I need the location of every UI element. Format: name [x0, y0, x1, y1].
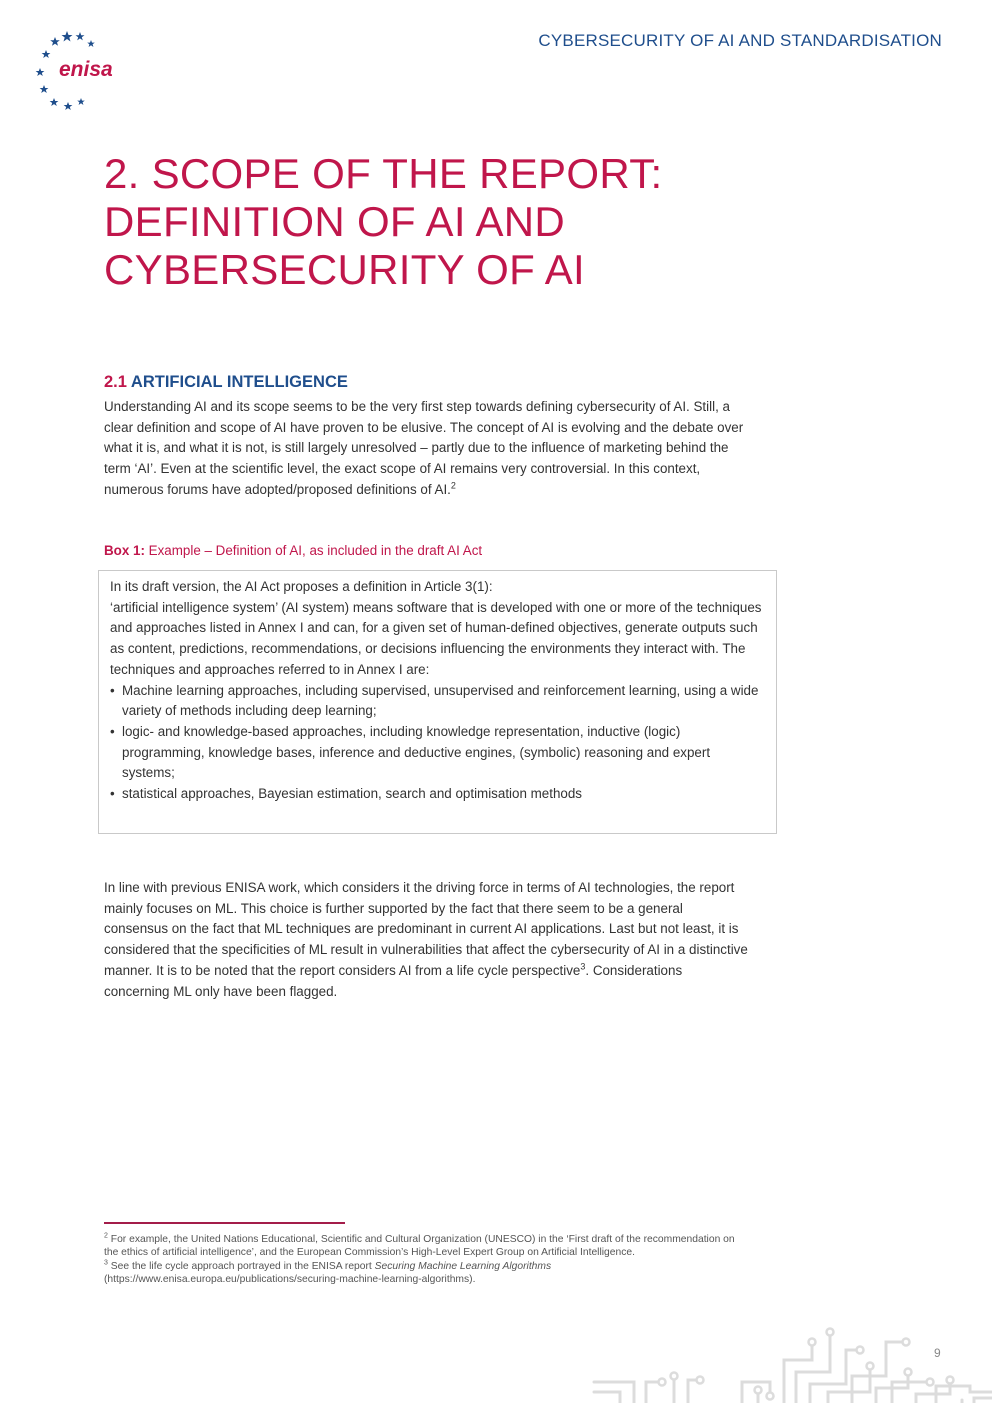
- intro-paragraph: [104, 397, 749, 501]
- box-intro: In its draft version, the AI Act proposes a definition in Article 3(1):: [110, 579, 493, 594]
- footnote-ref-2[interactable]: 2: [450, 480, 456, 491]
- footnote-number: 3: [104, 1259, 108, 1267]
- box-definition: ‘artificial intelligence system’ (AI system) means software that is developed with one or more of the techniques and approaches listed in Annex I and can, for a given set of human-defined objectives, generate outputs such as content, predictions, recommendations, or decisions influencing the environments they interact with. The techniques and approaches referred to in Annex I are:: [110, 599, 762, 677]
- focus-paragraph-tail: . Considerations concerning ML only have been flagged.: [104, 962, 683, 999]
- list-item-text: statistical approaches, Bayesian estimation, search and optimisation methods: [122, 786, 582, 802]
- footnote-url[interactable]: (https://www.enisa.europa.eu/publications/securing-machine-learning-algorithms).: [104, 1273, 476, 1285]
- list-item: [110, 784, 766, 805]
- footnote-3: [104, 1260, 744, 1287]
- box-caption-label: Box 1:: [104, 543, 145, 558]
- enisa-logo: [28, 28, 124, 112]
- box-caption: [104, 543, 482, 558]
- chapter-title: [104, 150, 864, 294]
- box-caption-text: Example – Definition of AI, as included in the draft AI Act: [148, 543, 483, 558]
- enisa-wordmark: enisa: [59, 58, 113, 81]
- enisa-logo-graphic: [28, 28, 124, 112]
- running-header: CYBERSECURITY OF AI AND STANDARDISATION: [538, 31, 942, 50]
- section-number: 2.1: [104, 373, 127, 391]
- circuit-pattern-icon: [590, 1320, 992, 1403]
- intro-paragraph-text: Understanding AI and its scope seems to be the very first step towards defining cybersecurity of AI. Still, a clear definition and scope of AI have proven to be elusive. The concept of AI is evolving and the debate over what it is, and what it is not, is still largely unresolved – partly due to the influence of marketing behind the term ‘AI’. Even at the scientific level, the exact scope of AI remains very controversial. In this context, numerous forums have adopted/proposed definitions of AI.: [104, 399, 744, 497]
- list-item-text: Machine learning approaches, including supervised, unsupervised and reinforcement learning, using a wide variety of methods including deep learning;: [122, 682, 759, 719]
- bullet-icon: •: [110, 723, 115, 739]
- footnotes: [104, 1233, 744, 1286]
- footnote-2: [104, 1233, 744, 1260]
- focus-paragraph: [104, 878, 749, 1002]
- page-number: 9: [934, 1346, 941, 1360]
- list-item: [110, 722, 766, 784]
- chapter-title-line: CYBERSECURITY OF AI: [104, 246, 586, 293]
- footnote-ref-3[interactable]: 3: [580, 961, 586, 972]
- focus-paragraph-text: In line with previous ENISA work, which considers it the driving force in terms of AI technologies, the report mainly focuses on ML. This choice is further supported by the fact that there seem to be a general consensus on the fact that ML techniques are predominant in current AI applications. Last but not least, it is considered that the specificities of ML result in vulnerabilities that affect the cybersecurity of AI in a distinctive manner. It is to be noted that the report considers AI from a life cycle perspective: [104, 880, 748, 978]
- circuit-decoration: [590, 1320, 992, 1403]
- footnote-report-title: Securing Machine Learning Algorithms: [374, 1260, 552, 1272]
- footnote-text: See the life cycle approach portrayed in the ENISA report: [110, 1260, 375, 1272]
- chapter-title-line: 2. SCOPE OF THE REPORT:: [104, 150, 663, 197]
- ai-act-definition-box: [98, 570, 777, 834]
- techniques-list: [110, 681, 766, 805]
- bullet-icon: •: [110, 786, 115, 802]
- list-item: [110, 681, 766, 722]
- bullet-icon: •: [110, 682, 115, 698]
- section-title: ARTIFICIAL INTELLIGENCE: [130, 373, 348, 391]
- chapter-title-line: DEFINITION OF AI AND: [104, 198, 566, 245]
- section-heading: [104, 373, 348, 392]
- footnote-number: 2: [104, 1232, 108, 1240]
- footnote-text: For example, the United Nations Educational, Scientific and Cultural Organization (UNESCO) in the ‘First draft of the recommendation on the ethics of artificial intelligence’, and the European Commission’s High-Level Expert Group on Artificial Intelligence.: [104, 1234, 735, 1259]
- footnote-divider: [104, 1222, 345, 1224]
- list-item-text: logic- and knowledge-based approaches, including knowledge representation, inductive (logic) programming, knowledge bases, inference and deductive engines, (symbolic) reasoning and expert systems;: [122, 723, 711, 781]
